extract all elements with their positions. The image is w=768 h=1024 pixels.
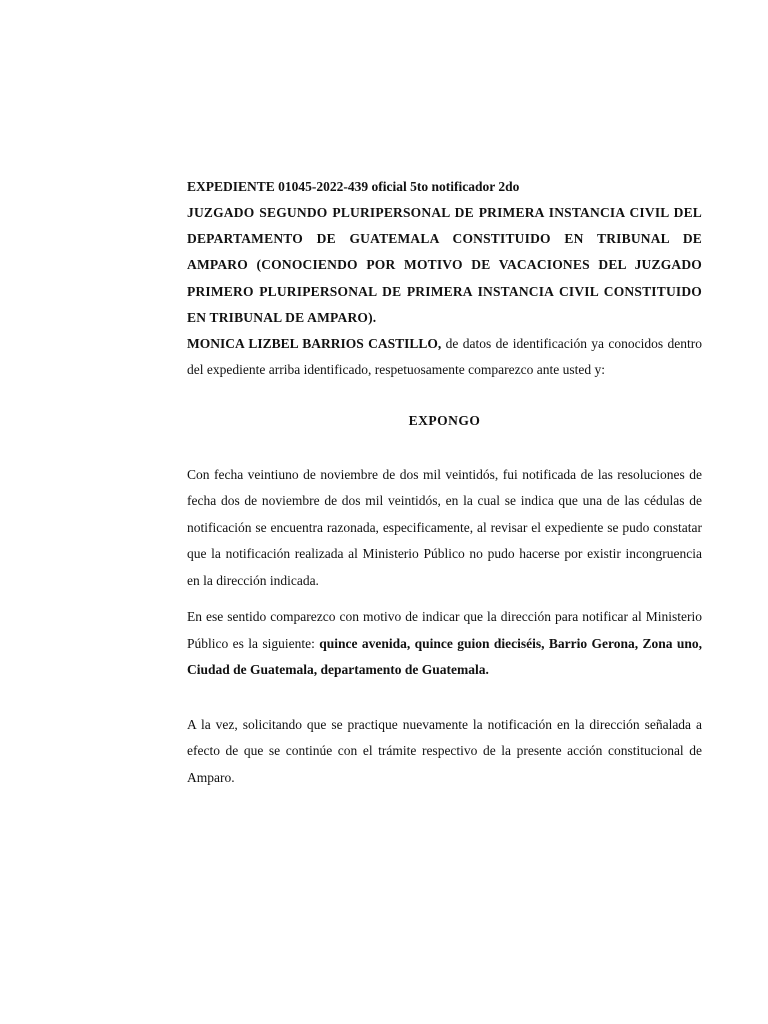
address-text: quince avenida, quince guion dieciséis, Barrio Gerona, Zona uno, Ciudad de Guatemala, departamento de Guatemala.	[187, 635, 702, 678]
paragraph-3: A la vez, solicitando que se practique nuevamente la notificación en la dirección señalada a efecto de que se continúe con el trámite respectivo de la presente acción constitucional de Amparo.	[187, 716, 702, 785]
paragraph-1: Con fecha veintiuno de noviembre de dos mil veintidós, fui notificada de las resoluciones de fecha dos de noviembre de dos mil veintidós, en la cual se indica que una de las cédulas de notificación se encuentra razonada, especificamente, al revisar el expediente se pudo constatar que la notificación realizada al Ministerio Público no pudo hacerse por existir incongruencia en la dirección indicada.	[187, 466, 702, 588]
paragraph-2-lead: En ese sentido comparezco con motivo de indicar que la dirección para notificar al Ministerio Público es la siguiente:	[187, 609, 702, 651]
section-heading-expongo: EXPONGO	[408, 412, 481, 428]
party-name: MONICA LIZBEL BARRIOS CASTILLO,	[187, 336, 442, 352]
intro-text: de datos de identificación ya conocidos dentro del expediente arriba identificado, respetuosamente comparezco ante usted y:	[187, 336, 703, 378]
court-heading: JUZGADO SEGUNDO PLURIPERSONAL DE PRIMERA INSTANCIA CIVIL DEL DEPARTAMENTO DE GUATEMALA CONSTITUIDO EN TRIBUNAL DE AMPARO (CONOCIENDO POR MOTIVO DE VACACIONES DEL JUZGADO PRIMERO PLURIPERSONAL DE PRIMERA INSTANCIA CIVIL CONSTITUIDO EN TRIBUNAL DE AMPARO).	[187, 205, 702, 325]
paragraph-2	[187, 604, 702, 684]
document-page	[187, 174, 702, 791]
expediente-heading: EXPEDIENTE 01045-2022-439 oficial 5to notificador 2do	[187, 179, 520, 194]
intro-paragraph	[187, 331, 702, 384]
